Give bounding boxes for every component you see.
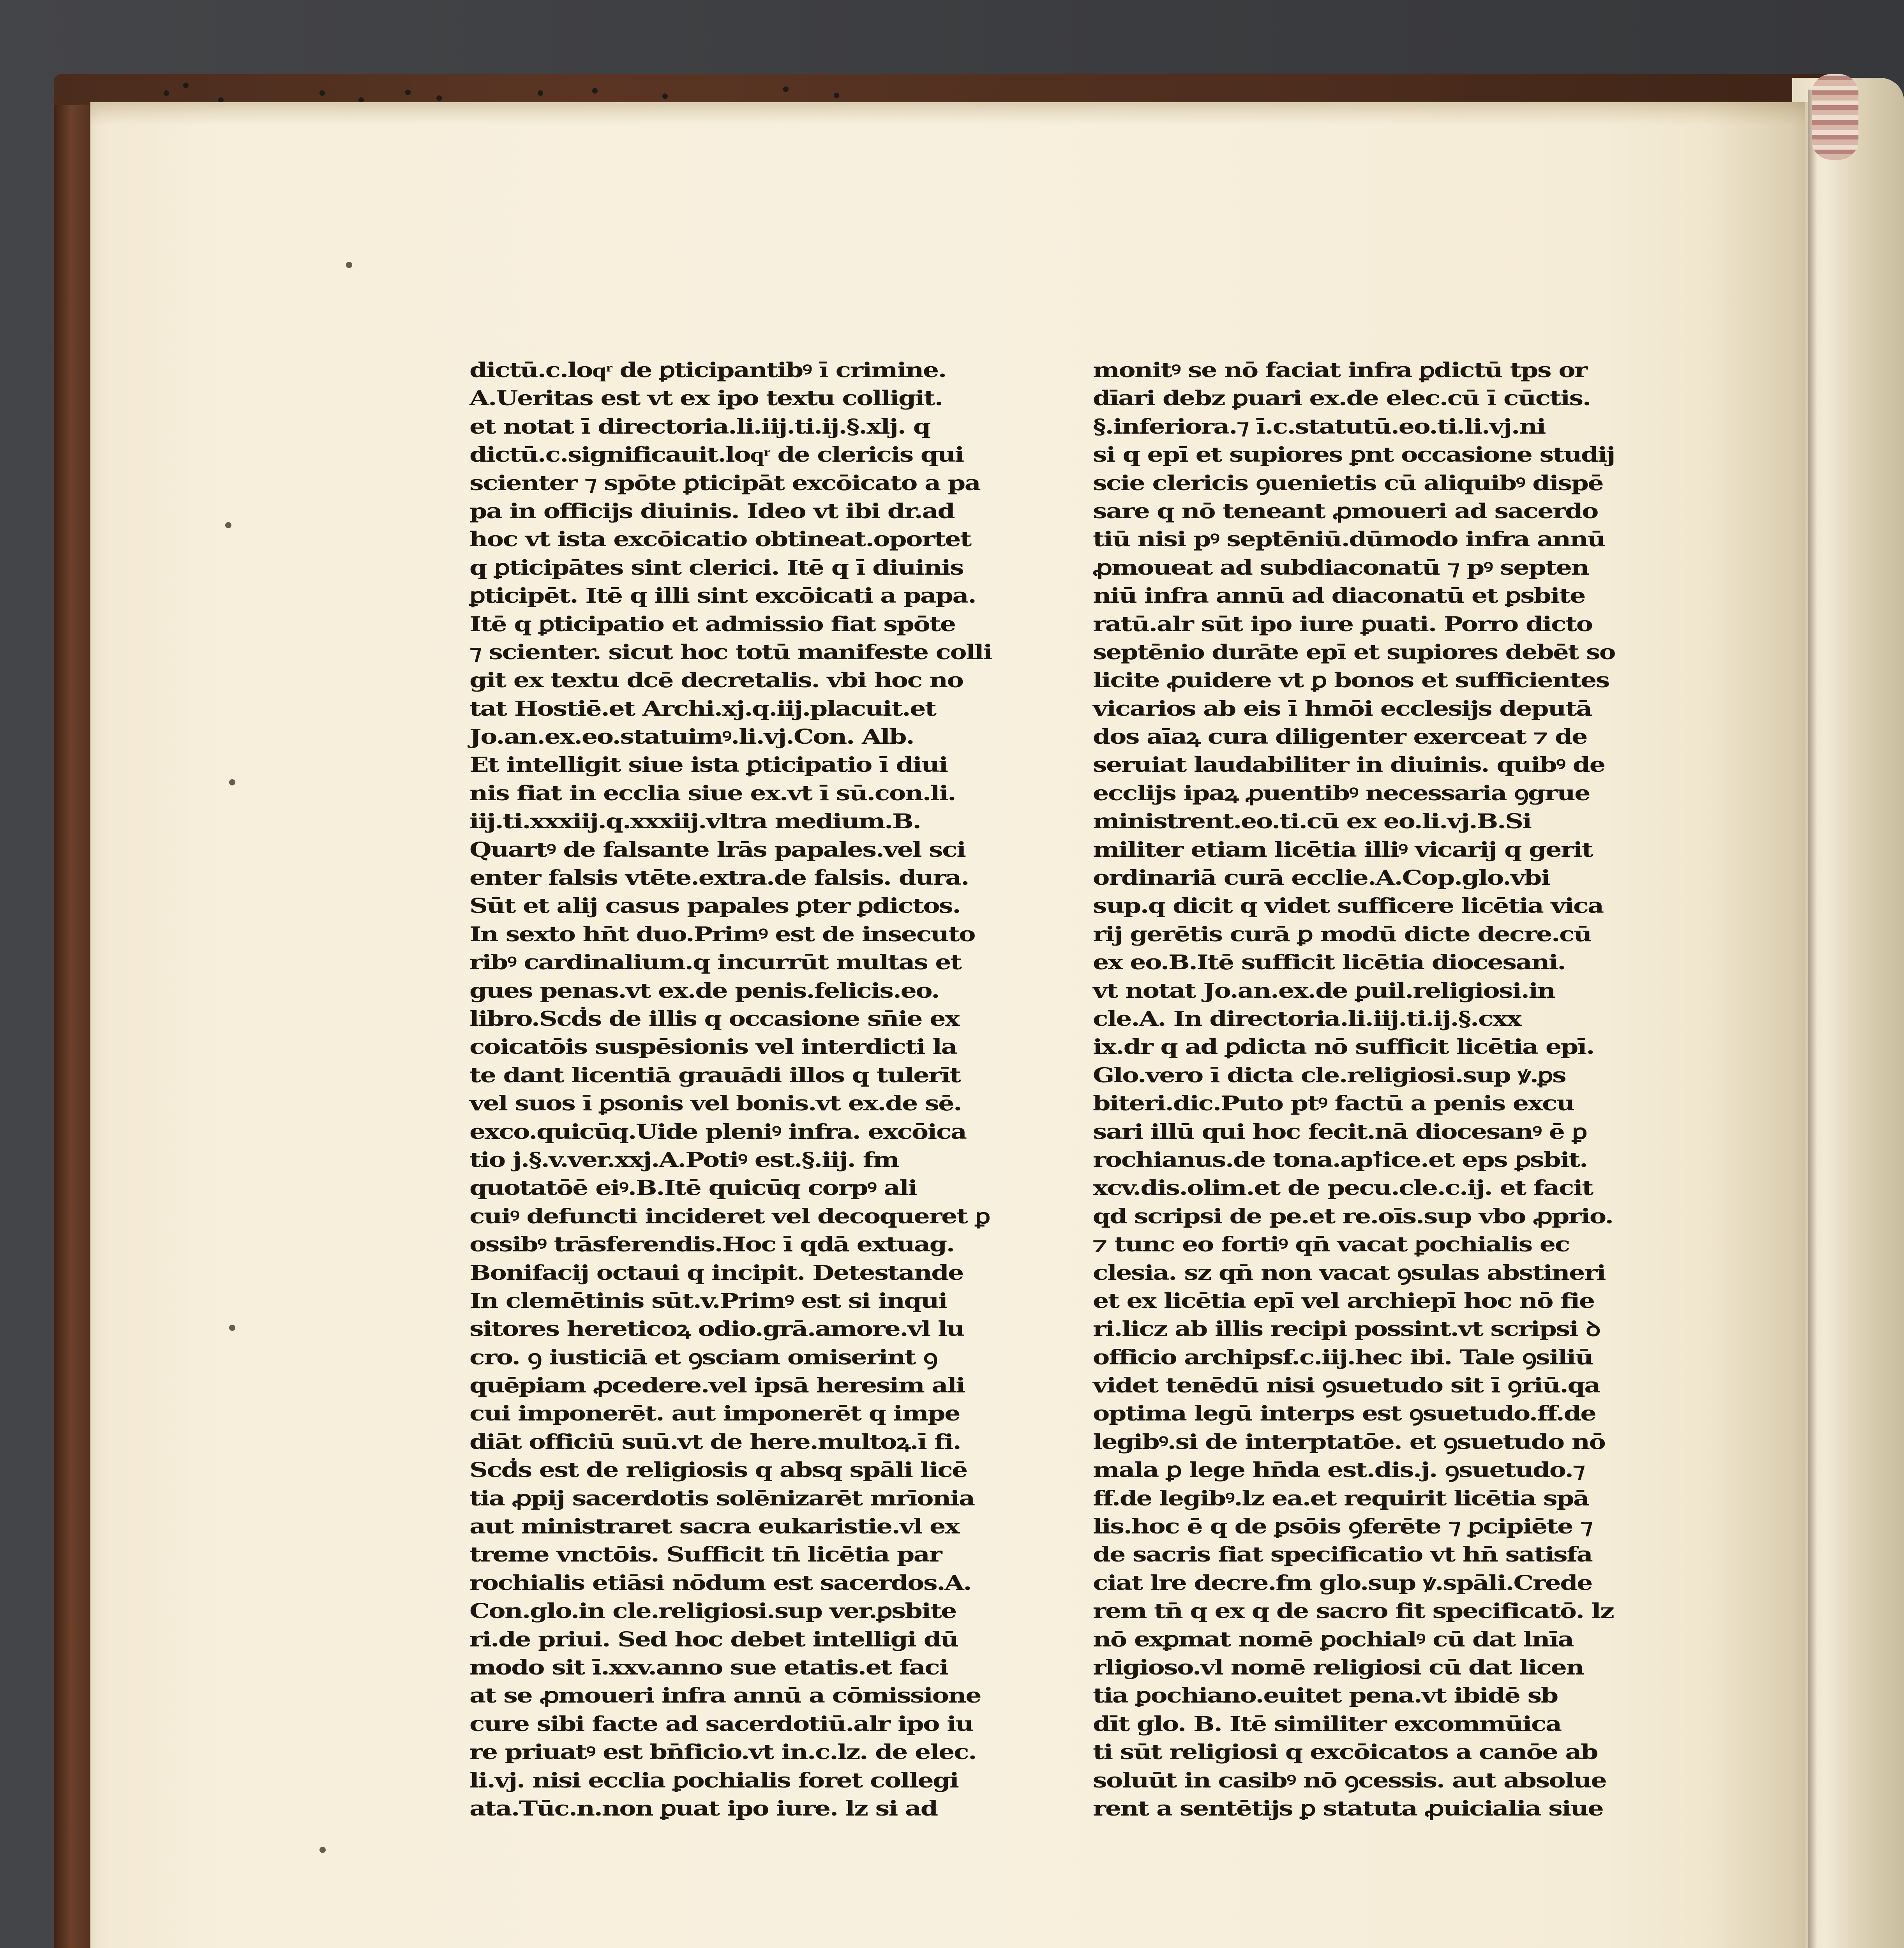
text-line: tio j.§.v.ver.xxj.A.Potiꝰ est.§.iij. fm <box>469 1148 899 1172</box>
text-line: ecclijs ipaꝝ ꝓuentibꝰ necessaria ꝯgrue <box>1093 781 1590 805</box>
text-line: enter falsis vtēte.extra.de falsis. dura. <box>469 866 969 890</box>
text-line: te dant licentiā grauādi illos q tulerīt <box>469 1063 960 1087</box>
text-line: ri.de priui. Sed hoc debet intelligi dū <box>469 1627 958 1652</box>
text-line: ossibꝰ trāsferendis.Hoc ī qdā extuag. <box>469 1233 954 1257</box>
text-line: rem tn̄ q ex q de sacro fit specificatō. lz <box>1093 1599 1614 1623</box>
text-line: sare q nō teneant ꝓmoueri ad sacerdo <box>1093 499 1598 523</box>
page-block-shadow <box>1808 90 1817 1948</box>
worm-hole <box>662 94 668 99</box>
text-line: li.vj. nisi ecclia ꝑochialis foret collegi <box>469 1768 958 1793</box>
text-line: cuiꝰ defuncti incideret vel decoqueret ꝑ <box>469 1204 990 1228</box>
text-line: vt notat Jo.an.ex.de ꝑuil.religiosi.in <box>1093 979 1555 1003</box>
text-line: pa in officijs diuinis. Ideo vt ibi dr.ad <box>469 499 955 523</box>
text-line: rochialis etiāsi nōdum est sacerdos.A. <box>469 1571 971 1595</box>
text-line: cro. ꝯ iusticiā et ꝯsciam omiserint ꝯ <box>469 1345 937 1369</box>
text-line: optima legū interps est ꝯsuetudo.ff.de <box>1093 1402 1596 1426</box>
text-line: officio archipsf.c.iij.hec ibi. Tale ꝯsiliū <box>1093 1345 1593 1369</box>
text-line: ciat lre decre.fm glo.sup ꝟ.spāli.Crede <box>1093 1571 1592 1595</box>
text-line: cure sibi facte ad sacerdotiū.alr ipo iu <box>469 1712 973 1736</box>
text-line: rochianus.de tona.apꝉice.et eps ꝑsbit. <box>1093 1148 1588 1172</box>
text-line: libro.Scḋs de illis q occasione sn̄ie ex <box>469 1007 959 1031</box>
text-line: tia ꝑochiano.euitet pena.vt ibidē sb <box>1093 1684 1558 1708</box>
text-line: gues penas.vt ex.de penis.felicis.eo. <box>469 979 939 1003</box>
text-line: tiū nisi pꝰ septēniū.dūmodo infra annū <box>1093 528 1605 552</box>
text-line: legibꝰ.si de interptatōe. et ꝯsuetudo nō <box>1093 1430 1605 1454</box>
text-line: et notat ī directoria.li.iij.ti.ij.§.xlj. q <box>469 415 930 439</box>
text-line: dictū.c.significauit.loqͬ de clericis qui <box>469 443 963 467</box>
text-line: A.Ueritas est vt ex ipo textu colligit. <box>469 386 942 411</box>
text-line: Scḋs est de religiosis q absq spāli licē <box>469 1458 967 1482</box>
text-line: treme vnctōis. Sufficit tn̄ licētia par <box>469 1543 942 1567</box>
text-line: ratū.alr sūt ipo iure ꝑuati. Porro dicto <box>1093 612 1592 636</box>
text-line: tia ꝓpij sacerdotis solēnizarēt mrīonia <box>469 1486 974 1510</box>
text-line: Jo.an.ex.eo.statuimꝰ.li.vj.Con. Alb. <box>469 725 914 749</box>
top-headband <box>1812 74 1858 160</box>
text-line: diāt officiū suū.vt de here.multoꝝ.ī fi. <box>469 1430 961 1454</box>
text-line: ⁊ scienter. sicut hoc totū manifeste colli <box>469 640 992 664</box>
text-line: quotatōē eiꝰ.B.Itē quicūq corpꝰ ali <box>469 1176 917 1200</box>
text-line: hoc vt ista excōicatio obtineat.oportet <box>469 528 971 552</box>
text-line: ata.Tūc.n.non ꝑuat ipo iure. lz si ad <box>469 1796 937 1821</box>
text-line: rij gerētis curā ꝑ modū dicte decre.cū <box>1093 922 1591 946</box>
text-line: cle.A. In directoria.li.iij.ti.ij.§.cxx <box>1093 1007 1521 1031</box>
text-line: ⁊ tunc eo fortiꝰ qn̄ vacat ꝑochialis ec <box>1093 1233 1569 1257</box>
text-line: Glo.vero ī dicta cle.religiosi.sup ꝟ.ꝑs <box>1093 1063 1566 1087</box>
text-line: septēnio durāte epī et supiores debēt so <box>1093 640 1615 664</box>
text-line: ti sūt religiosi q excōicatos a canōe ab <box>1093 1740 1597 1764</box>
text-line: ri.licz ab illis recipi possint.vt scripsi ꝺ <box>1093 1317 1600 1341</box>
text-line: Itē q ꝑticipatio et admissio fiat spōte <box>469 612 955 636</box>
text-line: rligioso.vl nomē religiosi cū dat licen <box>1093 1655 1584 1680</box>
text-line: exco.quicūq.Uide pleniꝰ infra. excōica <box>469 1120 966 1144</box>
text-line: modo sit ī.xxv.anno sue etatis.et faci <box>469 1655 948 1680</box>
text-line: ix.dr q ad ꝑdicta nō sufficit licētia epī. <box>1093 1035 1594 1059</box>
text-line: re priuatꝰ est bn̄ficio.vt in.c.lz. de elec. <box>469 1740 976 1764</box>
text-line: q ꝑticipātes sint clerici. Itē q ī diuinis <box>469 556 963 580</box>
text-line: clesia. sz qn̄ non vacat ꝯsulas abstineri <box>1093 1261 1605 1285</box>
worm-hole <box>183 83 189 88</box>
text-line: vicarios ab eis ī hmōi ecclesijs deputā <box>1093 697 1592 721</box>
text-line: de sacris fiat specificatio vt hn̄ satisfa <box>1093 1543 1592 1567</box>
text-line: nis fiat in ecclia siue ex.vt ī sū.con.li. <box>469 781 956 805</box>
worm-hole <box>783 86 789 92</box>
text-line: ministrent.eo.ti.cū ex eo.li.vj.B.Si <box>1093 810 1531 834</box>
text-line: tat Hostiē.et Archi.xj.q.iij.placuit.et <box>469 697 936 721</box>
text-line: et ex licētia epī vel archiepī hoc nō fie <box>1093 1289 1594 1313</box>
text-line: Bonifacij octaui q incipit. Detestande <box>469 1261 963 1285</box>
paper-speck <box>225 522 231 528</box>
text-line: seruiat laudabiliter in diuinis. quibꝰ de <box>1093 753 1605 777</box>
text-line: Quartꝰ de falsante lrās papales.vel sci <box>469 838 965 862</box>
text-line: cui imponerēt. aut imponerēt q impe <box>469 1402 960 1426</box>
worm-hole <box>436 95 442 101</box>
text-line: soluūt in casibꝰ nō ꝯcessis. aut absolue <box>1093 1768 1606 1793</box>
text-line: ꝑticipēt. Itē q illi sint excōicati a papa. <box>469 584 976 608</box>
text-line: Et intelligit siue ista ꝑticipatio ī diui <box>469 753 948 777</box>
worm-hole <box>405 90 411 95</box>
text-line: xcv.dis.olim.et de pecu.cle.c.ij. et facit <box>1093 1176 1593 1200</box>
text-line: §.inferiora.⁊ ī.c.statutū.eo.ti.li.vj.ni <box>1093 415 1545 439</box>
leaf-shading <box>90 102 1805 125</box>
text-line: git ex textu dcē decretalis. vbi hoc no <box>469 669 963 693</box>
text-line: qd scripsi de pe.et re.oīs.sup vbo ꝓprio. <box>1093 1204 1613 1228</box>
text-line: mala ꝑ lege hn̄da est.dis.j. ꝯsuetudo.⁊ <box>1093 1458 1585 1482</box>
text-line: aut ministraret sacra eukaristie.vl ex <box>469 1515 959 1539</box>
text-line: at se ꝓmoueri infra annū a cōmissione <box>469 1684 981 1708</box>
worm-hole <box>319 90 325 96</box>
text-line: ex eo.B.Itē sufficit licētia diocesani. <box>1093 951 1565 975</box>
text-line: In sexto hn̄t duo.Primꝰ est de insecuto <box>469 922 975 946</box>
text-line: sitores hereticoꝝ odio.grā.amore.vl lu <box>469 1317 964 1341</box>
paper-speck <box>346 262 352 268</box>
text-line: dīt glo. B. Itē similiter excommūica <box>1093 1712 1561 1736</box>
text-line: Sūt et alij casus papales ꝑter ꝑdictos. <box>469 894 960 918</box>
text-line: sari illū qui hoc fecit.nā diocesanꝰ ē ꝑ <box>1093 1120 1587 1144</box>
text-line: dos aīaꝝ cura diligenter exerceat ⁊ de <box>1093 725 1587 749</box>
text-line: sup.q dicit q videt sufficere licētia vica <box>1093 894 1603 918</box>
text-line: licite ꝓuidere vt ꝑ bonos et sufficientes <box>1093 669 1609 693</box>
text-line: dīari debz ꝑuari ex.de elec.cū ī cūctis. <box>1093 386 1590 411</box>
text-line: coicatōis suspēsionis vel interdicti la <box>469 1035 957 1059</box>
text-line: Con.glo.in cle.religiosi.sup ver.ꝑsbite <box>469 1599 956 1623</box>
worm-hole <box>592 88 598 94</box>
text-line: videt tenēdū nisi ꝯsuetudo sit ī ꝯriū.qa <box>1093 1374 1600 1398</box>
text-line: scienter ⁊ spōte ꝑticipāt excōicato a pa <box>469 471 980 495</box>
text-line: rent a sentētijs ꝑ statuta ꝓuicialia siue <box>1093 1796 1603 1821</box>
text-line: quēpiam ꝓcedere.vel ipsā heresim ali <box>469 1374 965 1398</box>
text-column-right <box>1093 356 1615 1823</box>
text-column-left <box>469 356 992 1823</box>
text-line: ordinariā curā ecclie.A.Cop.glo.vbi <box>1093 866 1550 890</box>
text-line: dictū.c.loqͬ de ꝑticipantibꝰ ī crimine. <box>469 358 946 382</box>
text-line: biteri.dic.Puto ptꝰ factū a penis excu <box>1093 1092 1574 1116</box>
worm-hole <box>834 93 839 98</box>
text-line: militer etiam licētia illiꝰ vicarij q gerit <box>1093 838 1593 862</box>
text-line: scie clericis ꝯuenietis cū aliquibꝰ dispē <box>1093 471 1603 495</box>
paper-speck <box>319 1847 326 1853</box>
text-line: monitꝰ se nō faciat infra ꝑdictū tps or <box>1093 358 1587 382</box>
worm-hole <box>164 90 169 96</box>
text-line: iij.ti.xxxiij.q.xxxiij.vltra medium.B. <box>469 810 921 834</box>
text-line: niū infra annū ad diaconatū et ꝑsbite <box>1093 584 1585 608</box>
text-line: lis.hoc ē q de ꝑsōis ꝯferēte ⁊ ꝑcipiēte ⁊ <box>1093 1515 1592 1539</box>
text-line: vel suos ī ꝑsonis vel bonis.vt ex.de sē. <box>469 1092 962 1116</box>
text-line: ff.de legibꝰ.lz ea.et requirit licētia spā <box>1093 1486 1589 1510</box>
paper-speck <box>229 1325 235 1331</box>
text-line: si q epī et supiores ꝑnt occasione studij <box>1093 443 1615 467</box>
text-line: nō exꝑmat nomē ꝑochialꝰ cū dat lnīa <box>1093 1627 1573 1652</box>
leaf-gutter-shadow <box>1706 102 1808 1948</box>
worm-hole <box>538 90 543 96</box>
text-line: ribꝰ cardinalium.q incurrūt multas et <box>469 951 961 975</box>
text-line: ꝓmoueat ad subdiaconatū ⁊ pꝰ septen <box>1093 556 1589 580</box>
paper-speck <box>229 779 235 785</box>
text-line: In clemētinis sūt.v.Primꝰ est si inqui <box>469 1289 947 1313</box>
